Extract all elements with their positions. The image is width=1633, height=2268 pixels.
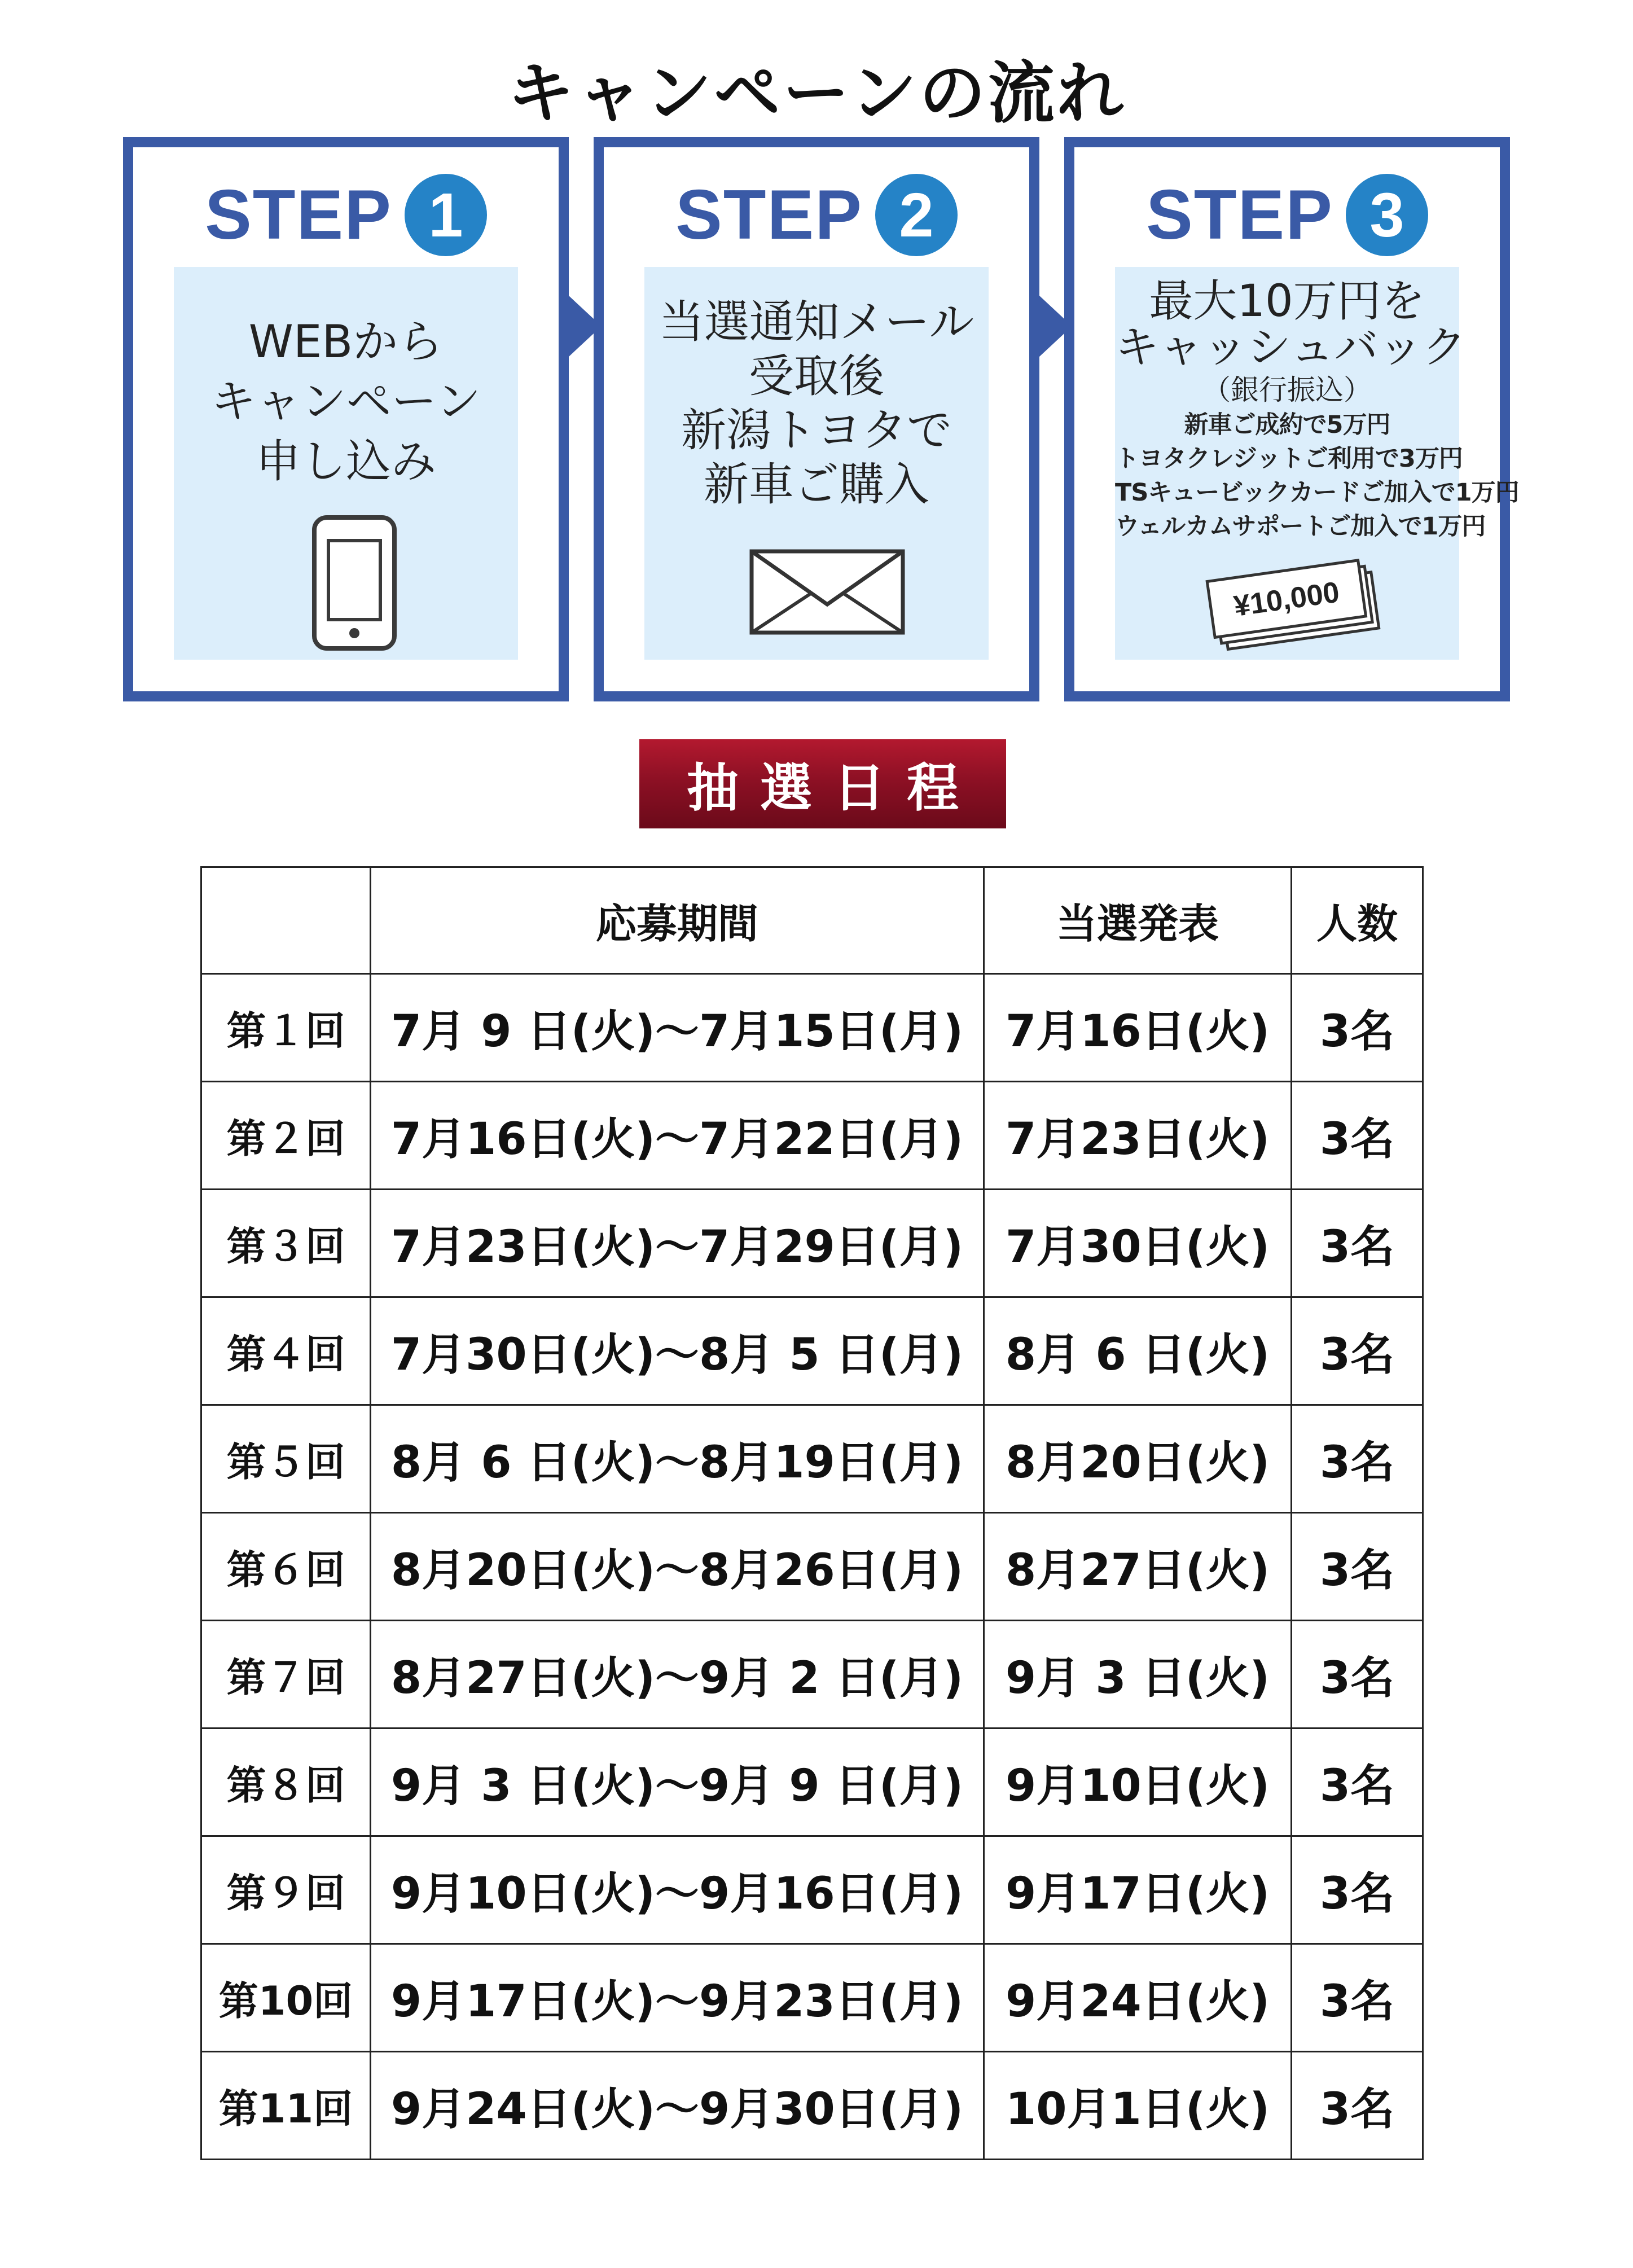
step-number-badge: 1: [405, 174, 487, 256]
step-text-line: 新潟トヨタで: [681, 404, 952, 457]
step-1-card: [123, 137, 569, 701]
lottery-schedule-label: 抽選日程: [639, 739, 1006, 828]
count-cell: 3名: [1292, 1405, 1423, 1513]
table-row: [201, 1729, 1423, 1836]
round-cell: 第９回: [201, 1836, 371, 1944]
header-winner-count: 人数: [1292, 867, 1423, 974]
page-title: キャンペーンの流れ: [507, 54, 1126, 132]
envelope-icon: [749, 549, 905, 635]
step-text-line: キャンペーン: [210, 375, 481, 428]
round-cell: 第１回: [201, 974, 371, 1082]
count-cell: 3名: [1292, 2052, 1423, 2160]
cashback-detail-line: TSキュービックカードご加入で1万円: [1115, 479, 1519, 507]
count-cell: 3名: [1292, 1836, 1423, 1944]
round-cell: 第３回: [201, 1190, 371, 1297]
announce-cell: 7月23日(火): [984, 1082, 1292, 1190]
smartphone-icon: [312, 515, 397, 651]
table-row: [201, 1405, 1423, 1513]
step-text-line: 当選通知メール: [659, 296, 974, 348]
round-cell: 第８回: [201, 1729, 371, 1836]
cashback-detail-line: ウェルカムサポートご加入で1万円: [1115, 512, 1486, 541]
step-1-description: [174, 312, 518, 492]
table-row: [201, 1513, 1423, 1621]
period-cell: 8月27日(火)〜9月 2 日(月): [371, 1621, 984, 1729]
period-cell: 9月 3 日(火)〜9月 9 日(月): [371, 1729, 984, 1836]
step-text-line: 受取後: [749, 350, 884, 402]
period-cell: 8月20日(火)〜8月26日(月): [371, 1513, 984, 1621]
step-1-panel: [174, 267, 518, 660]
count-cell: 3名: [1292, 1082, 1423, 1190]
step-text-line: 新車ご購入: [704, 458, 929, 511]
period-cell: 7月30日(火)〜8月 5 日(月): [371, 1297, 984, 1405]
round-cell: 第５回: [201, 1405, 371, 1513]
announce-cell: 8月20日(火): [984, 1405, 1292, 1513]
table-row: [201, 1836, 1423, 1944]
table-row: [201, 1621, 1423, 1729]
table-header-row: [201, 867, 1423, 974]
step-number-badge: 2: [875, 174, 958, 256]
step-2-panel: [644, 267, 989, 660]
announce-cell: 9月17日(火): [984, 1836, 1292, 1944]
header-application-period: 応募期間: [371, 867, 984, 974]
period-cell: 9月17日(火)〜9月23日(月): [371, 1944, 984, 2052]
round-cell: 第７回: [201, 1621, 371, 1729]
step-label: STEP: [205, 176, 392, 254]
step-2-card: [594, 137, 1039, 701]
step-text-line: 最大10万円を: [1149, 276, 1425, 327]
cashback-detail-line: 新車ご成約で5万円: [1184, 411, 1390, 439]
step-2-heading: [604, 170, 1029, 260]
step-3-heading: [1074, 170, 1500, 260]
period-cell: 9月24日(火)〜9月30日(月): [371, 2052, 984, 2160]
count-cell: 3名: [1292, 974, 1423, 1082]
header-winner-announcement: 当選発表: [984, 867, 1292, 974]
step-text-line: 申し込み: [256, 435, 436, 488]
round-cell: 第２回: [201, 1082, 371, 1190]
announce-cell: 9月24日(火): [984, 1944, 1292, 2052]
announce-cell: 10月1日(火): [984, 2052, 1292, 2160]
step-text-line: キャッシュバック: [1115, 322, 1467, 373]
announce-cell: 8月 6 日(火): [984, 1297, 1292, 1405]
announce-cell: 8月27日(火): [984, 1513, 1292, 1621]
step-1-heading: [133, 170, 559, 260]
step-number-badge: 3: [1346, 174, 1428, 256]
table-row: [201, 1297, 1423, 1405]
cash-bills-icon: [1200, 549, 1391, 656]
step-2-description: [644, 295, 989, 512]
bill-amount: ¥10,000: [1231, 576, 1342, 623]
period-cell: 7月23日(火)〜7月29日(月): [371, 1190, 984, 1297]
period-cell: 7月 9 日(火)〜7月15日(月): [371, 974, 984, 1082]
count-cell: 3名: [1292, 1513, 1423, 1621]
count-cell: 3名: [1292, 1944, 1423, 2052]
step-label: STEP: [675, 176, 863, 254]
table-row: [201, 1082, 1423, 1190]
announce-cell: 9月 3 日(火): [984, 1621, 1292, 1729]
announce-cell: 7月16日(火): [984, 974, 1292, 1082]
period-cell: 7月16日(火)〜7月22日(月): [371, 1082, 984, 1190]
table-row: [201, 2052, 1423, 2160]
header-round: [201, 867, 371, 974]
count-cell: 3名: [1292, 1190, 1423, 1297]
step-label: STEP: [1146, 176, 1333, 254]
step-3-description: [1115, 276, 1467, 373]
step-3-subtext: （銀行振込）: [1202, 374, 1372, 406]
table-row: [201, 974, 1423, 1082]
cashback-details: [1115, 408, 1519, 543]
cashback-detail-line: トヨタクレジットご利用で3万円: [1115, 445, 1463, 473]
period-cell: 9月10日(火)〜9月16日(月): [371, 1836, 984, 1944]
round-cell: 第10回: [201, 1944, 371, 2052]
round-cell: 第４回: [201, 1297, 371, 1405]
count-cell: 3名: [1292, 1621, 1423, 1729]
step-3-card: [1064, 137, 1519, 701]
round-cell: 第６回: [201, 1513, 371, 1621]
lottery-schedule-table: [200, 866, 1424, 2160]
step-text-line: WEBから: [248, 315, 444, 368]
announce-cell: 7月30日(火): [984, 1190, 1292, 1297]
count-cell: 3名: [1292, 1729, 1423, 1836]
announce-cell: 9月10日(火): [984, 1729, 1292, 1836]
count-cell: 3名: [1292, 1297, 1423, 1405]
table-row: [201, 1944, 1423, 2052]
table-row: [201, 1190, 1423, 1297]
step-3-panel: [1115, 267, 1519, 660]
round-cell: 第11回: [201, 2052, 371, 2160]
period-cell: 8月 6 日(火)〜8月19日(月): [371, 1405, 984, 1513]
